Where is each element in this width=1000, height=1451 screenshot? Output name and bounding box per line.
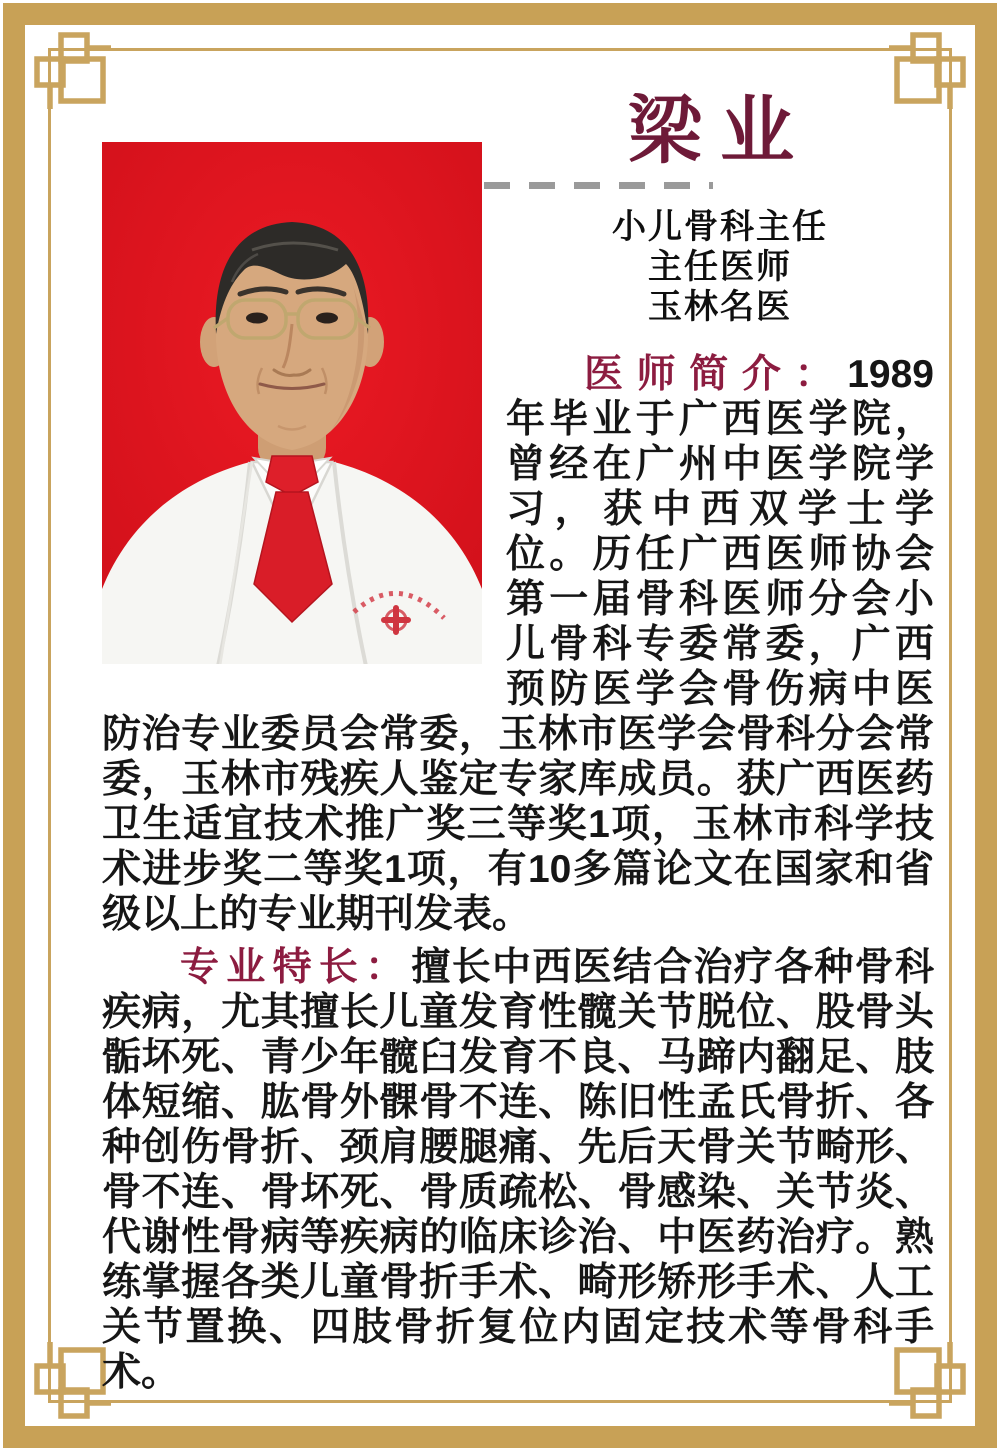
doctor-portrait [102,142,482,664]
specialty-text: 擅长中西医结合治疗各种骨科疾病，尤其擅长儿童发育性髋关节脱位、股骨头骺坏死、青少年髋臼发育不良、马蹄内翻足、肢体短缩、肱骨外髁骨不连、陈旧性孟氏骨折、各种创伤骨折、颈肩腰腿痛、先后天骨关节畸形、骨不连、骨坏死、骨质疏松、骨感染、关节炎、代谢性骨病等疾病的临床诊治、中医药治疗。熟练掌握各类儿童骨折手术、畸形矫形手术、人工关节置换、四肢骨折复位内固定技术等骨科手术。 [102,946,934,1394]
doctor-title: 主任医师 [648,248,792,286]
doctor-photo [102,142,482,664]
specialty-paragraph [102,945,934,1395]
doctor-name: 梁业 [628,88,812,174]
chinese-knot-icon [33,31,111,109]
bio-text: 1989年毕业于广西医学院，曾经在广州中医学院学习，获中西双学士学位。历任广西医师协会第一届骨科医师分会小儿骨科专委常委，广西预防医学会骨伤病中医防治专业委员会常委，玉林市医学会骨科分会常委，玉林市残疾人鉴定专家库成员。获广西医药卫生适宜技术推广奖三等奖1项，玉林市科学技术进步奖二等奖1项，有10多篇论文在国家和省级以上的专业期刊发表。 [102,353,934,936]
content-area [102,88,934,1395]
doctor-title: 小儿骨科主任 [612,208,828,246]
doctor-title: 玉林名医 [648,288,792,326]
chinese-knot-icon [33,1342,111,1420]
specialty-section-heading: 专业特长： [180,946,412,989]
bio-section-heading: 医师简介： [584,353,848,396]
